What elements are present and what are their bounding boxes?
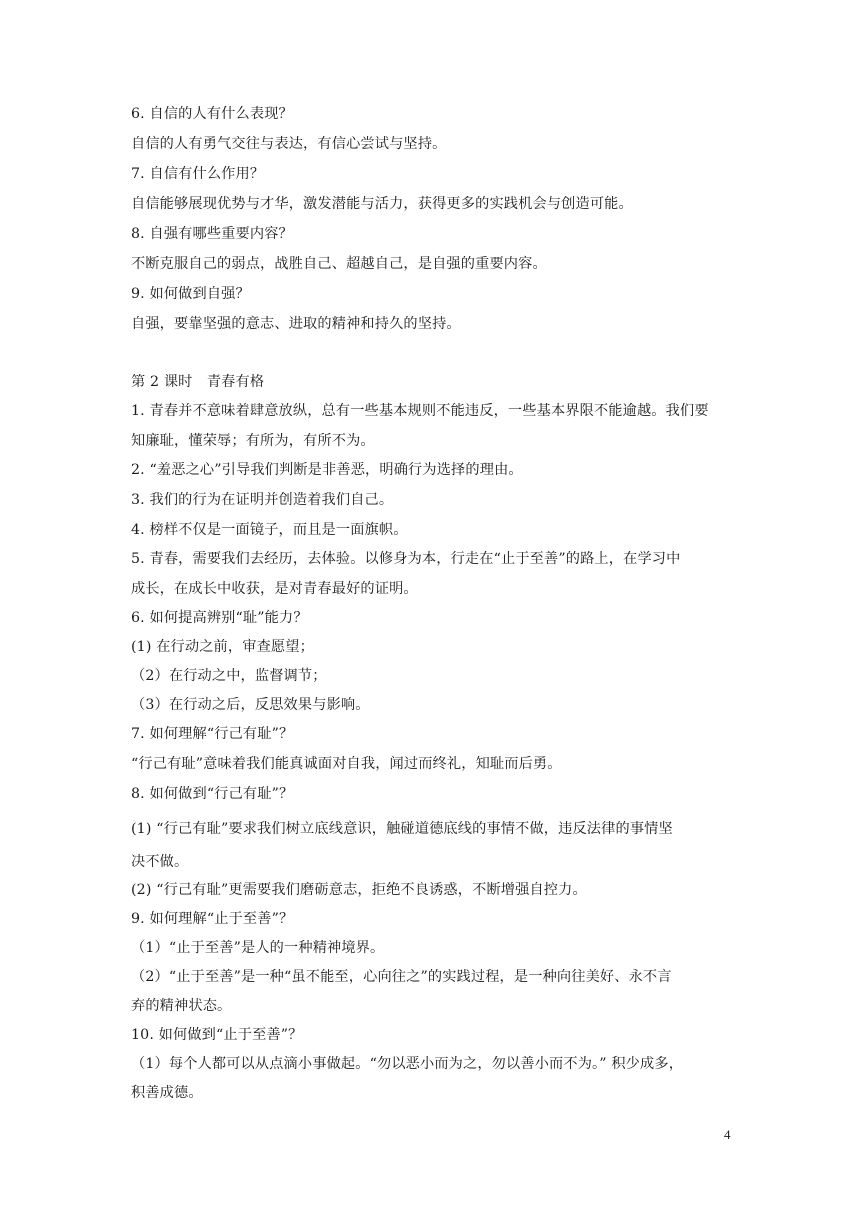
answer-8: 不断克服自己的弱点，战胜自己、超越自己，是自强的重要内容。 (131, 256, 547, 272)
answer-8-item-1-line-2: 决不做。 (131, 854, 189, 870)
question-8-b: 8. 如何做到“行己有耻”？ (131, 786, 294, 802)
answer-6-item-3: （3）在行动之后，反思效果与影响。 (131, 697, 370, 713)
paragraph-3: 3. 我们的行为在证明并创造着我们自己。 (131, 492, 394, 508)
paragraph-5-line-1: 5. 青春，需要我们去经历，去体验。以修身为本，行走在“止于至善”的路上，在学习中 (131, 551, 681, 567)
question-9: 9. 如何做到自强？ (131, 286, 250, 302)
answer-9-item-2-line-2: 弃的精神状态。 (131, 998, 232, 1014)
answer-6-item-2: （2）在行动之中，监督调节； (131, 668, 327, 684)
answer-9: 自强，要靠坚强的意志、进取的精神和持久的坚持。 (131, 316, 461, 332)
paragraph-5-line-2: 成长，在成长中收获，是对青春最好的证明。 (131, 581, 418, 597)
answer-8-item-2: (2) “行己有耻”更需要我们磨砺意志，拒绝不良诱惑，不断增强自控力。 (131, 882, 587, 898)
question-10: 10. 如何做到“止于至善”？ (131, 1027, 303, 1043)
question-9-b: 9. 如何理解“止于至善”？ (131, 911, 294, 927)
paragraph-4: 4. 榜样不仅是一面镜子，而且是一面旗帜。 (131, 522, 408, 538)
answer-9-item-1: （1）“止于至善”是人的一种精神境界。 (131, 940, 385, 956)
paragraph-2: 2. “羞恶之心”引导我们判断是非善恶，明确行为选择的理由。 (131, 462, 523, 478)
answer-9-item-2-line-1: （2）“止于至善”是一种“虽不能至，心向往之”的实践过程，是一种向往美好、永不言 (131, 969, 672, 985)
question-7: 7. 自信有什么作用？ (131, 166, 265, 182)
question-8: 8. 自强有哪些重要内容？ (131, 226, 293, 242)
question-6: 6. 自信的人有什么表现？ (131, 106, 293, 122)
answer-7-b: “行己有耻”意味着我们能真诚面对自我，闻过而终礼，知耻而后勇。 (131, 756, 562, 772)
paragraph-1-line-2: 知廉耻，懂荣辱；有所为，有所不为。 (131, 433, 375, 449)
answer-6: 自信的人有勇气交往与表达，有信心尝试与坚持。 (131, 136, 447, 152)
section-heading: 第 2 课时 青春有格 (131, 374, 265, 390)
question-7-b: 7. 如何理解“行己有耻”？ (131, 726, 294, 742)
answer-8-item-1-line-1: (1) “行己有耻”要求我们树立底线意识，触碰道德底线的事情不做，违反法律的事情坚 (131, 821, 673, 837)
answer-6-item-1: (1) 在行动之前，审查愿望； (131, 639, 314, 655)
paragraph-1-line-1: 1. 青春并不意味着肆意放纵，总有一些基本规则不能违反，一些基本界限不能逾越。我们要 (131, 403, 709, 419)
question-6-b: 6. 如何提高辨别“耻”能力？ (131, 610, 308, 626)
page-number: 4 (724, 1127, 731, 1142)
answer-10-item-1-line-1: （1）每个人都可以从点滴小事做起。“勿以恶小而为之，勿以善小而不为。” 积少成多， (131, 1056, 684, 1072)
answer-7: 自信能够展现优势与才华，激发潜能与活力，获得更多的实践机会与创造可能。 (131, 196, 633, 212)
answer-10-item-1-line-2: 积善成德。 (131, 1085, 203, 1101)
